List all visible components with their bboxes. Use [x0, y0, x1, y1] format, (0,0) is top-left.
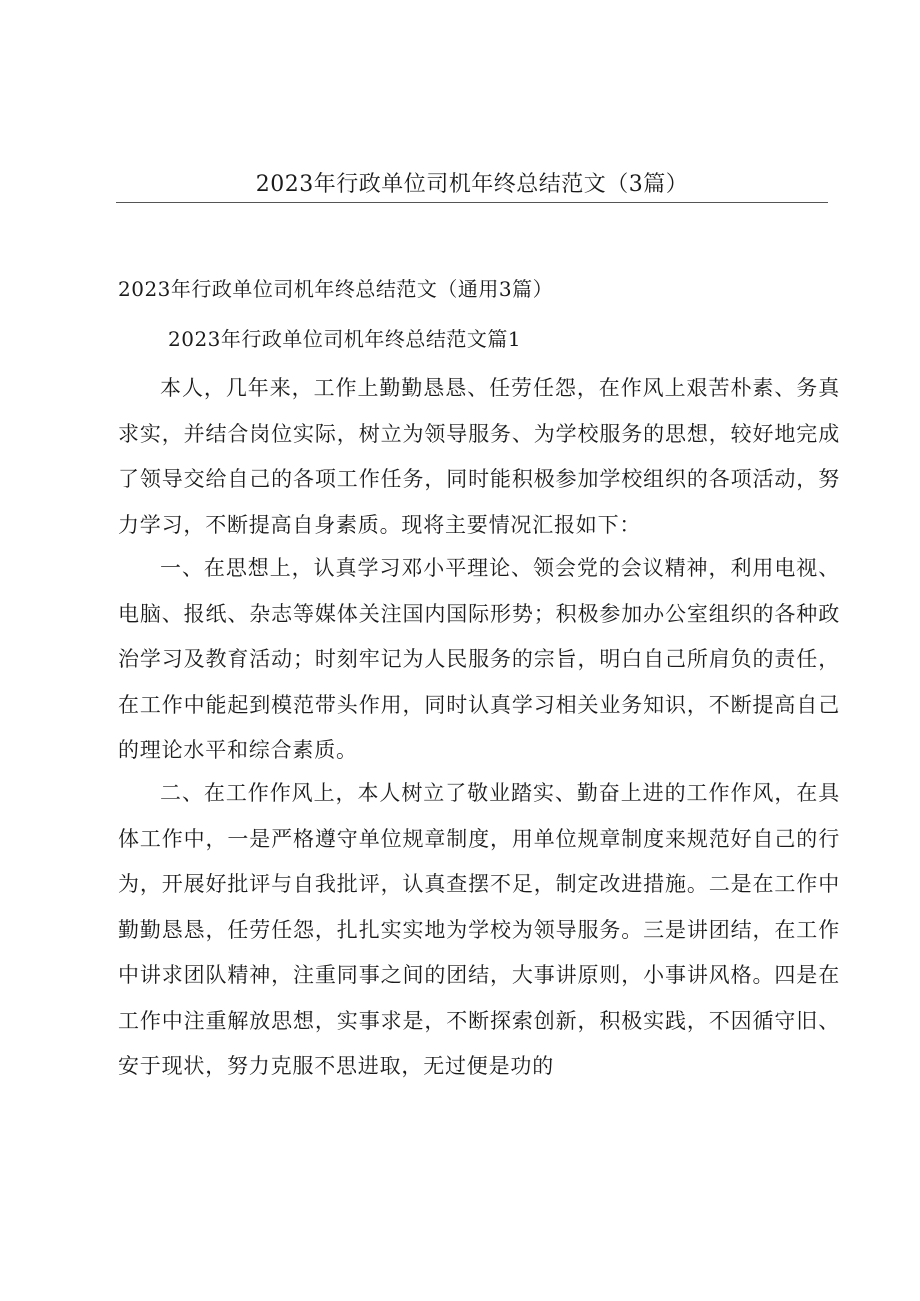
section-heading: 2023年行政单位司机年终总结范文篇1: [168, 327, 522, 351]
paragraph-text: 本人，几年来，工作上勤勤恳恳、任劳任怨，在作风上艰苦朴素、务真求实，并结合岗位实际，树立为领导服务、为学校服务的思想，较好地完成了领导交给自己的各项工作任务，同时能积极参加学校组织的各项活动，努力学习，不断提高自身素质。现将主要情况汇报如下：: [118, 376, 840, 537]
body-paragraph-1: [118, 366, 840, 548]
document-subtitle: 2023年行政单位司机年终总结范文（通用3篇）: [118, 277, 554, 301]
paragraph-text: 一、在思想上，认真学习邓小平理论、领会党的会议精神，利用电视、电脑、报纸、杂志等媒体关注国内国际形势；积极参加办公室组织的各种政治学习及教育活动；时刻牢记为人民服务的宗旨，明白自己所肩负的责任，在工作中能起到模范带头作用，同时认真学习相关业务知识，不断提高自己的理论水平和综合素质。: [118, 556, 840, 762]
body-paragraph-2: [118, 546, 840, 774]
title-underline: [116, 202, 828, 203]
paragraph-text: 二、在工作作风上，本人树立了敬业踏实、勤奋上进的工作作风，在具体工作中，一是严格遵守单位规章制度，用单位规章制度来规范好自己的行为，开展好批评与自我批评，认真查摆不足，制定改进措施。二是在工作中勤勤恳恳，任劳任怨，扎扎实实地为学校为领导服务。三是讲团结，在工作中讲求团队精神，注重同事之间的团结，大事讲原则，小事讲风格。四是在工作中注重解放思想，实事求是，不断探索创新，积极实践，不因循守旧、安于现状，努力克服不思进取，无过便是功的: [118, 781, 840, 1078]
body-paragraph-3: [118, 771, 840, 1090]
document-title: 2023年行政单位司机年终总结范文（3篇）: [255, 172, 689, 197]
